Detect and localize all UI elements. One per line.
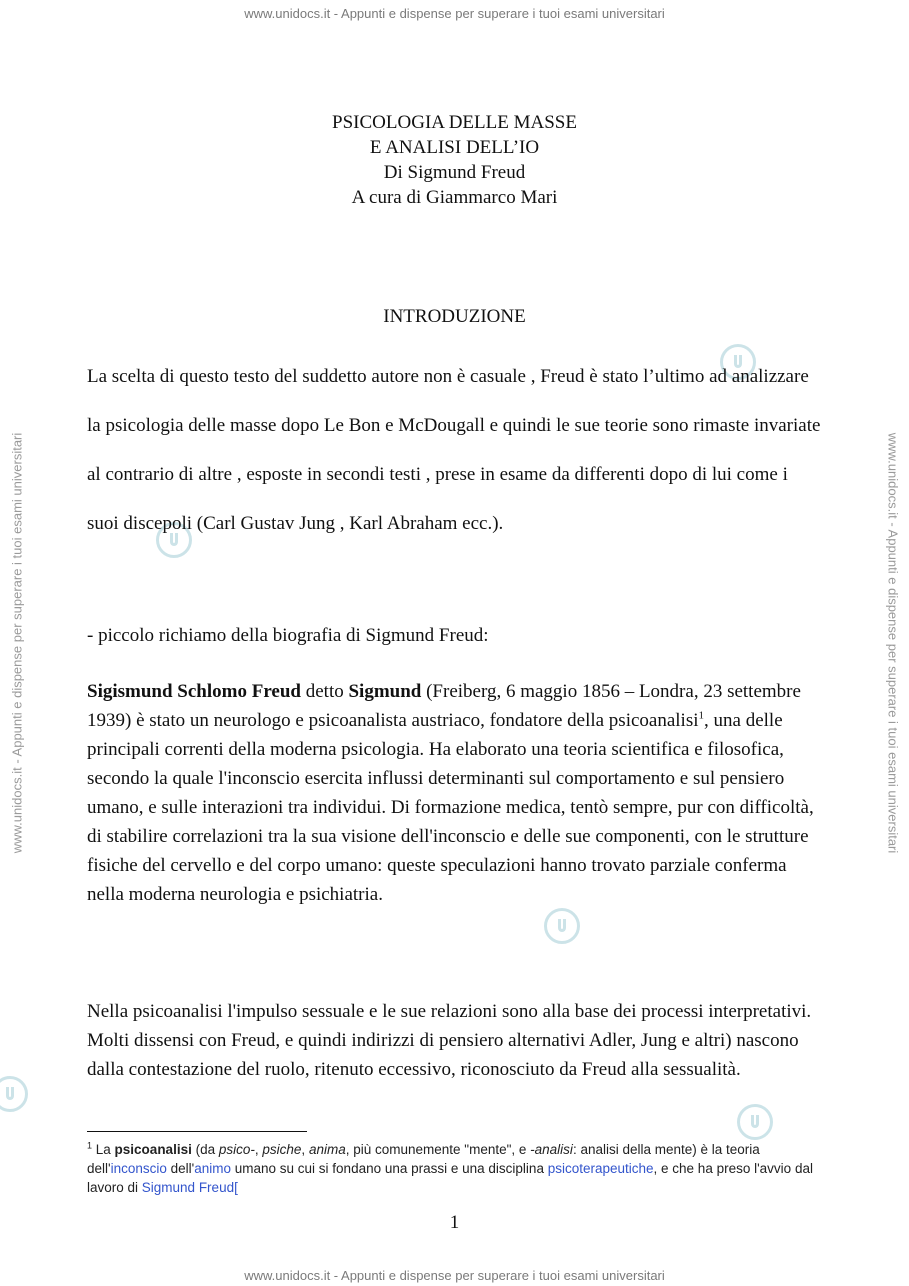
link-psicoterapeutiche[interactable]: psicoterapeutiche (547, 1161, 654, 1176)
footnote-mark: 1 (87, 1140, 93, 1151)
unidocs-logo-icon (544, 908, 580, 944)
title-line-2: E ANALISI DELL’IO (369, 137, 540, 158)
footnote-text: umano su cui si fondano una prassi e una disciplina (231, 1161, 548, 1176)
document-title (0, 110, 909, 210)
bio-full-name: Sigismund Schlomo Freud (87, 681, 301, 702)
footnote-text: La (92, 1142, 115, 1157)
section-heading: INTRODUZIONE (383, 306, 526, 327)
page-number: 1 (449, 1212, 460, 1233)
link-inconscio[interactable]: inconscio (110, 1161, 167, 1176)
link-sigmund-freud[interactable]: Sigmund Freud (141, 1180, 235, 1195)
intro-paragraph: La scelta di questo testo del suddetto autore non è casuale , Freud è stato l’ultimo ad analizzare la psicologia delle masse dopo Le Bon e McDougall e quindi le sue teorie sono rimaste invariate al contrario di altre , esposte in secondi testi , prese in esame da differenti dopo di lui come i suoi discepoli (Carl Gustav Jung , Karl Abraham ecc.). (87, 366, 821, 534)
footnote-term: psicoanalisi (114, 1142, 192, 1157)
footnote-text: : analisi della mente) è la teoria dell' (87, 1142, 760, 1176)
bio-text-1: (Freiberg, 6 maggio 1856 – Londra, 23 settembre 1939) è stato un neurologo e psicoanalista austriaco, fondatore della psicoanalisi (87, 681, 801, 731)
bio-text-2: , una delle principali correnti della moderna psicologia. Ha elaborato una teoria scientifica e filosofica, secondo la quale l'inconscio esercita influssi determinanti sul comportamento e sul pensiero umano, e sulle interazioni tra individui. Di formazione medica, tentò sempre, pur con difficoltà, di stabilire correlazioni tra la sua visione dell'inconscio e delle sue componenti, con le strutture fisiche del cervello e del corpo umano: queste speculazioni hanno trovato parziale conferma nella moderna neurologia e psichiatria. (87, 710, 814, 905)
title-author: Di Sigmund Freud (383, 162, 526, 183)
watermark-top: www.unidocs.it - Appunti e dispense per superare i tuoi esami universitari (244, 6, 665, 21)
footnote-text: , e che ha preso l'avvio dal lavoro di (87, 1161, 813, 1195)
watermark-bottom: www.unidocs.it - Appunti e dispense per superare i tuoi esami universitari (244, 1268, 665, 1283)
footnote-text: dell' (166, 1161, 195, 1176)
footnote-etymology: psiche (262, 1142, 302, 1157)
link-animo[interactable]: animo (194, 1161, 231, 1176)
bio-short-name: Sigmund (348, 681, 422, 702)
footnote (87, 1140, 827, 1197)
watermark-right: www.unidocs.it - Appunti e dispense per superare i tuoi esami universitari (885, 432, 901, 854)
bio-detto: detto (300, 681, 349, 702)
footnote-divider (87, 1131, 307, 1132)
unidocs-logo-icon (0, 1076, 28, 1112)
footnote-text: (da (191, 1142, 219, 1157)
watermark-left: www.unidocs.it - Appunti e dispense per superare i tuoi esami universitari (9, 432, 25, 854)
psychoanalysis-paragraph: Nella psicoanalisi l'impulso sessuale e le sue relazioni sono alla base dei processi interpretativi. Molti dissensi con Freud, e quindi indirizzi di pensiero alternativi Adler, Jung e altri) nascono dalla contestazione del ruolo, ritenuto eccessivo, riconosciuto da Freud alla sessualità. (87, 1001, 812, 1080)
footnote-etymology: psico- (218, 1142, 255, 1157)
title-line-1: PSICOLOGIA DELLE MASSE (332, 112, 577, 133)
footnote-etymology: anima (308, 1142, 346, 1157)
biography-paragraph (87, 677, 827, 909)
footnote-text: , (254, 1142, 263, 1157)
title-editor: A cura di Giammarco Mari (351, 187, 558, 208)
footnote-bracket: [ (234, 1180, 238, 1195)
footnote-text: , (301, 1142, 309, 1157)
unidocs-logo-icon (737, 1104, 773, 1140)
footnote-etymology: -analisi (530, 1142, 573, 1157)
bio-heading: - piccolo richiamo della biografia di Sigmund Freud: (87, 625, 489, 646)
footnote-reference[interactable]: 1 (698, 709, 705, 722)
footnote-text: , più comunemente "mente", e (345, 1142, 531, 1157)
